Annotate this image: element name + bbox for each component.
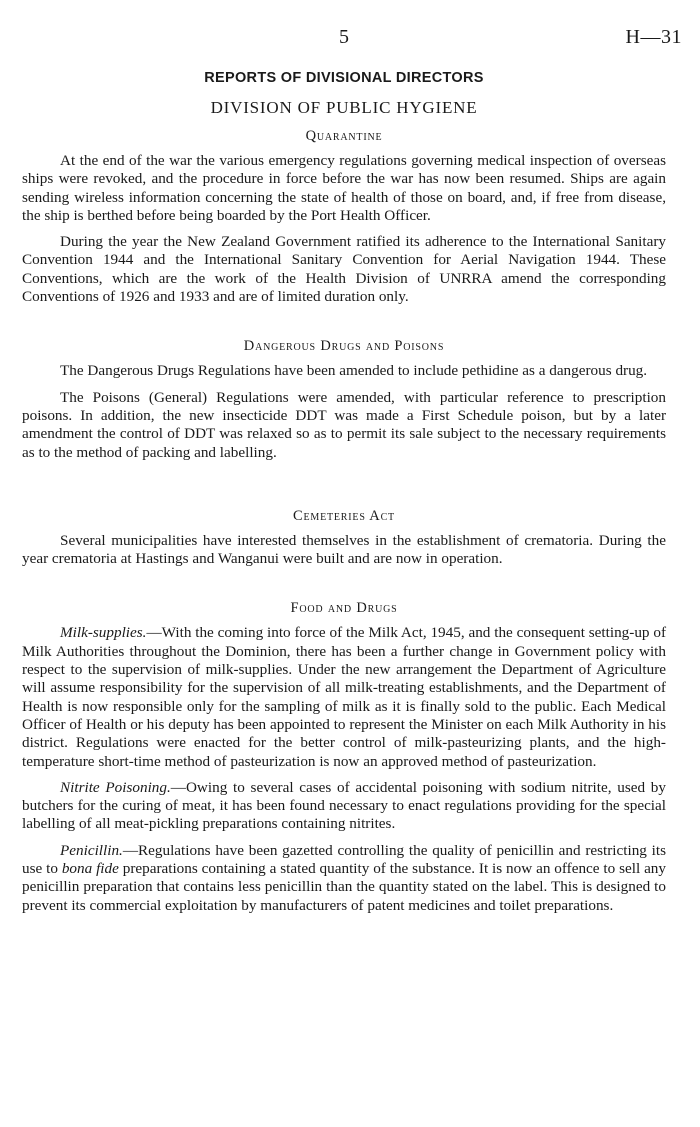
dangerous-drugs-paragraph-2: The Poisons (General) Regulations were amended, with particular reference to prescription poisons. In addition, the new insecticide DDT was made a First Schedule poison, but by a later amendment the control of DDT was relaxed so as to permit its sale subject to the necessary requirements as to the method of packing and labelling. [22, 388, 666, 461]
page-header [22, 26, 682, 54]
quarantine-section [22, 128, 666, 306]
document-page [22, 26, 682, 923]
cemeteries-heading: Cemeteries Act [293, 507, 395, 524]
bona-fide-italic: bona fide [61, 860, 119, 878]
food-drugs-section [22, 600, 666, 914]
report-title: REPORTS OF DIVISIONAL DIRECTORS [204, 70, 484, 86]
section-spacer [22, 576, 666, 600]
milk-supplies-lead: Milk-supplies. [60, 624, 147, 642]
quarantine-paragraph-2: During the year the New Zealand Government ratified its adherence to the International Sanitary Convention 1944 and the International Sanitary Convention for Aerial Navigation 1944. These Conventions, which are the work of the Health Division of UNRRA amend the corresponding Conventions of 1926 and 1933 and are of limited duration only. [22, 233, 666, 306]
nitrite-poisoning-text: —Owing to several cases of accidental poisoning with sodium nitrite, used by butchers for the curing of meat, it has been found necessary to enact regulations providing for the special labelling of all meat-pickling preparations containing nitrites. [22, 778, 666, 833]
nitrite-poisoning-lead: Nitrite Poisoning. [60, 778, 171, 796]
penicillin-lead: Penicillin. [60, 841, 123, 859]
cemeteries-paragraph-1: Several municipalities have interested themselves in the establishment of crematoria. During the year crematoria at Hastings and Wanganui were built and are now in operation. [22, 531, 666, 568]
section-spacer [22, 314, 666, 338]
penicillin-text-start: —Regulations have been gazetted controlling the quality of penicillin and restricting its use to [22, 841, 666, 878]
page-number: 5 [339, 26, 349, 48]
cemeteries-section [22, 508, 666, 569]
penicillin-paragraph [22, 842, 666, 915]
quarantine-paragraph-1: At the end of the war the various emergency regulations governing medical inspection of overseas ships were revoked, and the procedure in force before the war has now been resumed. Ships are again sending wireless information concerning the state of health of those on board, and, if free from disease, the ship is berthed before being boarded by the Port Health Officer. [22, 152, 666, 224]
milk-supplies-text: —With the coming into force of the Milk Act, 1945, and the consequent setting-up of Milk Authorities throughout the Dominion, there has been a further change in Government policy with respect to the supervision of milk-supplies. Under the new arrangement the Department of Agriculture will assume responsibility for the supervision of all milk-treating establishments, and the Department of Health is now responsible only for the sampling of milk as it is finally sold to the public. Each Medical Officer of Health or his deputy has been appointed to represent the Minister on each Milk Authority in his district. Regulations were enacted for the better control of milk-pasteurizing plants, and the high-temperature short-time method of pasteurization is now an approved method of pasteurization. [22, 624, 666, 770]
penicillin-text-end: preparations containing a stated quantity of the substance. It is now an offence to sell any penicillin preparation that contains less penicillin than the quantity stated on the label. This is designed to prevent its commercial exploitation by manufacturers of patent medicines and toilet preparations. [22, 860, 666, 914]
dangerous-drugs-heading: Dangerous Drugs and Poisons [243, 338, 445, 355]
milk-supplies-paragraph [22, 624, 666, 770]
dangerous-drugs-paragraph-1: The Dangerous Drugs Regulations have been amended to include pethidine as a dangerous drug. [60, 362, 648, 380]
food-drugs-heading: Food and Drugs [290, 600, 398, 617]
quarantine-heading: Quarantine [305, 128, 383, 144]
division-title: DIVISION OF PUBLIC HYGIENE [210, 98, 478, 117]
nitrite-poisoning-paragraph [22, 779, 666, 834]
dangerous-drugs-section [22, 338, 666, 461]
document-code: H—31 [625, 26, 682, 48]
section-spacer [22, 470, 666, 508]
